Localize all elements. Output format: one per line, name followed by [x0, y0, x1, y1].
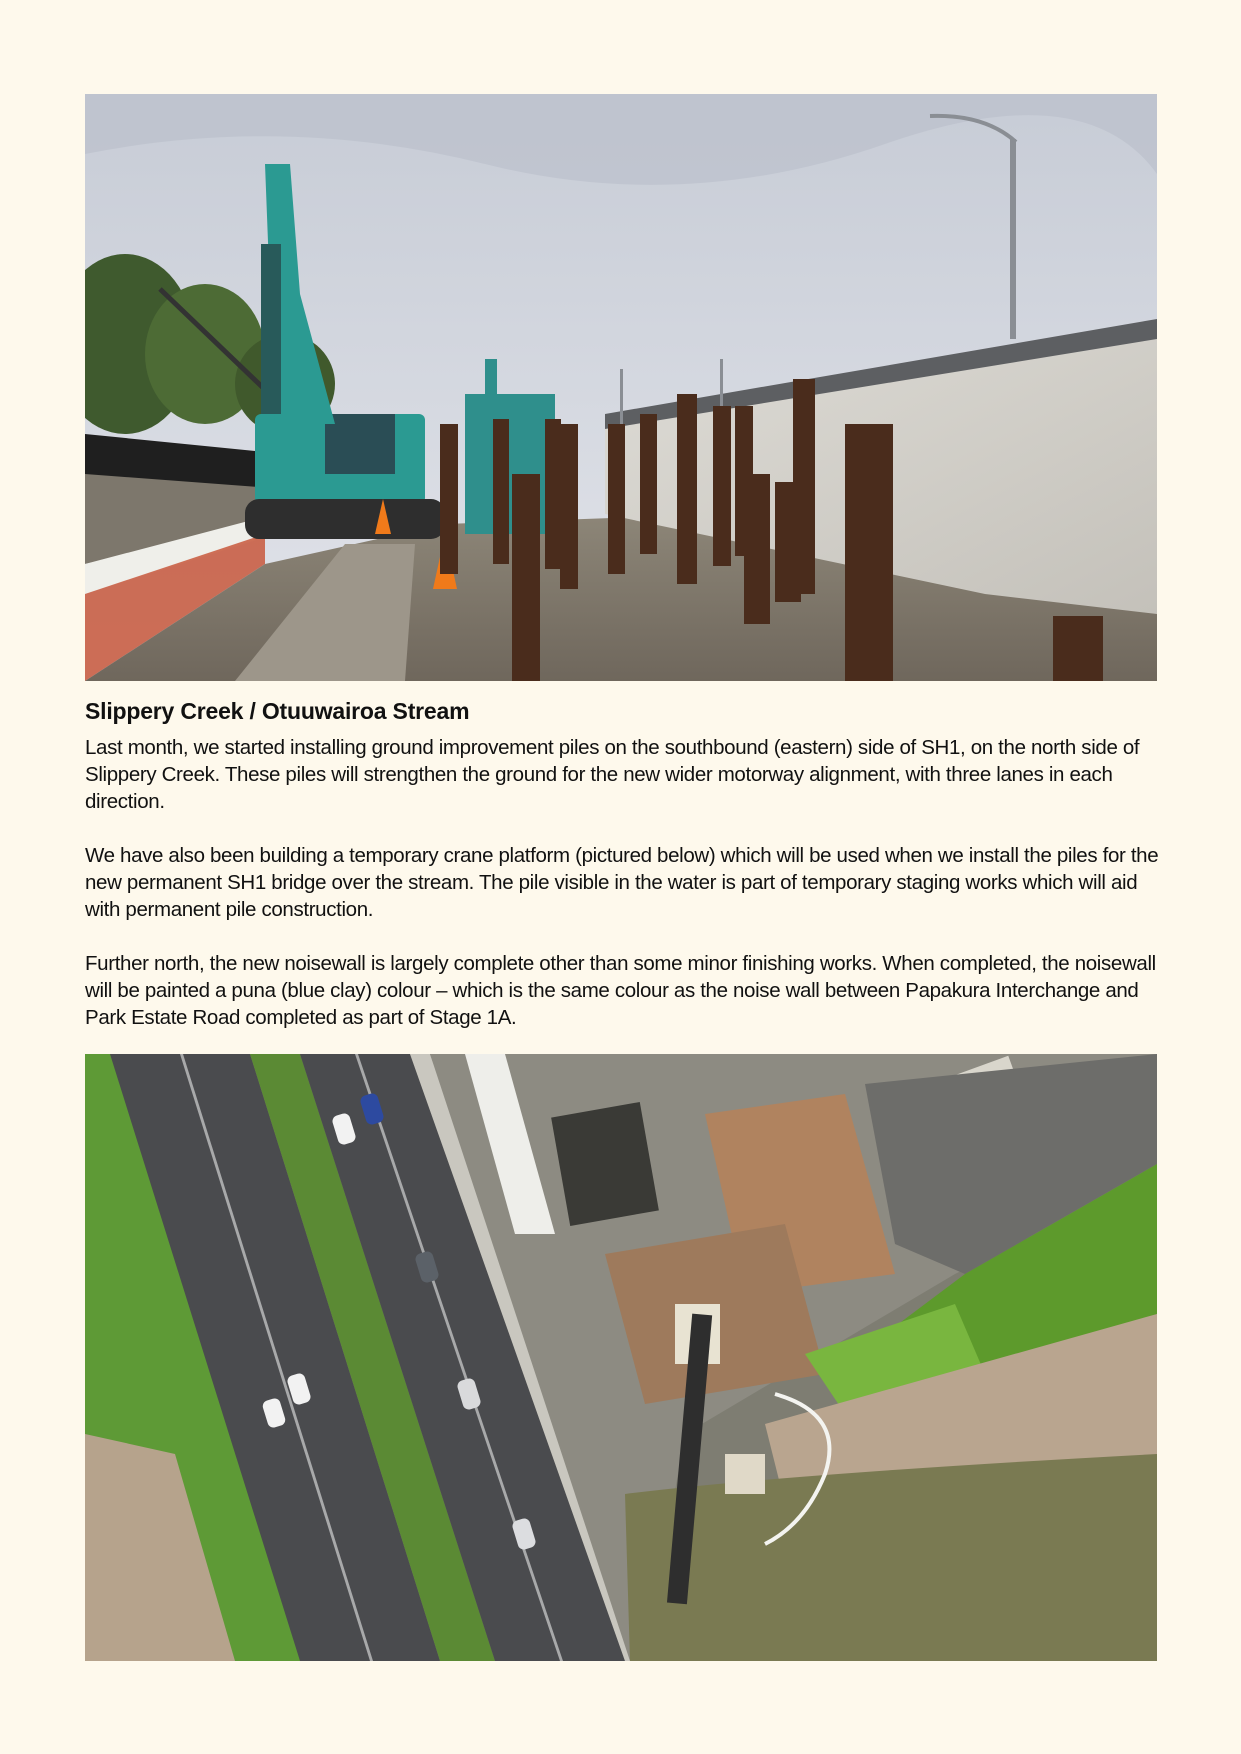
- pile-installation-illustration: [85, 94, 1157, 681]
- section-heading: Slippery Creek / Otuuwairoa Stream: [85, 698, 470, 724]
- paragraph-2: We have also been building a temporary crane platform (pictured below) which will be used when we install the piles for the new permanent SH1 bridge over the stream. The pile visible in the water is part of temporary staging works which will aid with permanent pile construction.: [85, 844, 1159, 921]
- aerial-crane-platform-photo: [85, 1054, 1157, 1661]
- article: [85, 696, 1165, 1058]
- paragraph-1: Last month, we started installing ground improvement piles on the southbound (eastern) side of SH1, on the north side of Slippery Creek. These piles will strengthen the ground for the new wider motorway alignment, with three lanes in each direction.: [85, 736, 1140, 813]
- paragraph-3: Further north, the new noisewall is largely complete other than some minor finishing works. When completed, the noisewall will be painted a puna (blue clay) colour – which is the same colour as the noise wall between Papakura Interchange and Park Estate Road completed as part of Stage 1A.: [85, 952, 1156, 1029]
- pile-installation-photo: [85, 94, 1157, 681]
- aerial-illustration: [85, 1054, 1157, 1661]
